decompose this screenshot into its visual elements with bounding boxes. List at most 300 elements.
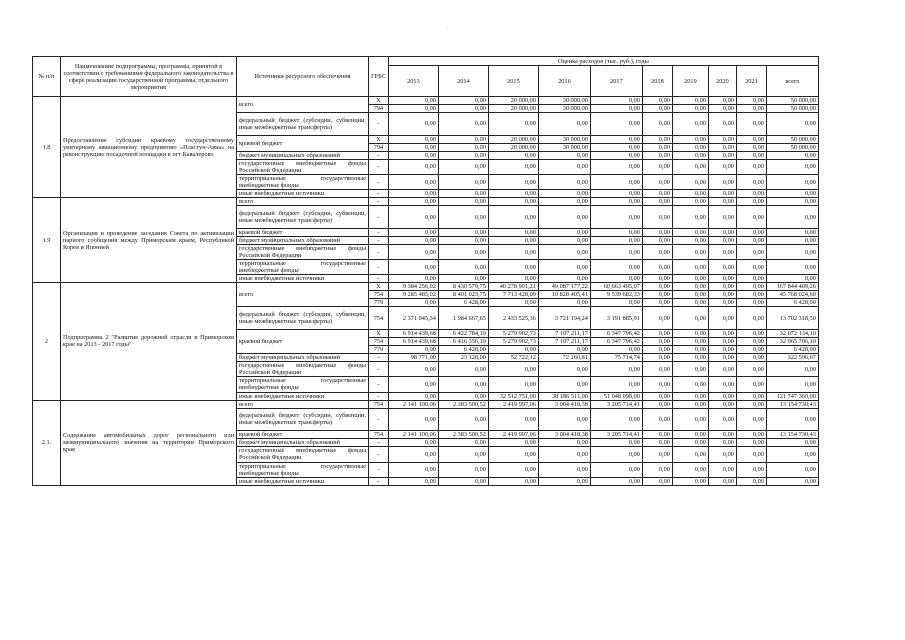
grbs-code: - <box>369 362 389 377</box>
year-value: 0,00 <box>590 236 642 244</box>
year-value: 0,00 <box>488 244 538 259</box>
year-value: 0,00 <box>488 151 538 159</box>
funding-source: федеральный бюджет (субсидии, субвенции, иные межбюджетные трансферты) <box>237 307 369 330</box>
year-value: 2 371 045,34 <box>388 307 438 330</box>
year-value: 0,00 <box>388 477 438 485</box>
header-year: всего <box>766 66 818 97</box>
year-value: 0,00 <box>642 408 672 431</box>
year-value: 0,00 <box>388 275 438 283</box>
year-value: 0,00 <box>708 159 736 174</box>
table-row <box>33 198 819 206</box>
year-value: 0,00 <box>642 135 672 143</box>
year-value: 0,00 <box>736 307 766 330</box>
total-value: 6 428,00 <box>766 346 818 354</box>
funding-source: федеральный бюджет (субсидии, субвенции, иные межбюджетные трансферты) <box>237 408 369 431</box>
year-value: 0,00 <box>538 408 590 431</box>
year-value: 0,00 <box>538 113 590 136</box>
year-value: 0,00 <box>642 377 672 392</box>
year-value: 0,00 <box>538 377 590 392</box>
year-value: 0,00 <box>672 275 708 283</box>
total-value: 6 428,00 <box>766 299 818 307</box>
year-value: 0,00 <box>672 338 708 346</box>
total-value: 121 747 360,00 <box>766 392 818 400</box>
grbs-code: 754 <box>369 431 389 439</box>
year-value: 20 000,00 <box>488 97 538 105</box>
year-value: 0,00 <box>672 330 708 338</box>
year-value: 1 984 667,65 <box>438 307 488 330</box>
measure-name: Организация и проведение заседания Совета по активизации парного сообщения между Приморским краем, Республикой Корея и Японией <box>61 198 237 283</box>
total-value: 0,00 <box>766 362 818 377</box>
year-value: 0,00 <box>736 354 766 362</box>
year-value: 0,00 <box>438 462 488 477</box>
year-value: 0,00 <box>642 236 672 244</box>
funding-source: государственные внебюджетные фонды Российской Федерации <box>237 447 369 462</box>
header-year: 2018 <box>642 66 672 97</box>
year-value: 40 278 901,21 <box>488 283 538 291</box>
year-value: 0,00 <box>538 151 590 159</box>
year-value: 0,00 <box>438 97 488 105</box>
total-value: 13 702 318,50 <box>766 307 818 330</box>
year-value: 2 433 525,36 <box>488 307 538 330</box>
header-name: Наименование подпрограммы, программы, принятой в соответствии с требованиями федерального законодательства в сфере реализации государственной программы, отдельного мероприятия <box>61 57 237 97</box>
total-value: 0,00 <box>766 113 818 136</box>
year-value: 0,00 <box>538 228 590 236</box>
total-value: 50 000,00 <box>766 97 818 105</box>
year-value: 0,00 <box>388 206 438 229</box>
year-value: 0,00 <box>672 307 708 330</box>
year-value: 0,00 <box>388 439 438 447</box>
year-value: 0,00 <box>736 431 766 439</box>
year-value: 0,00 <box>388 377 438 392</box>
year-value: 5 279 902,73 <box>488 338 538 346</box>
year-value: 8 430 579,75 <box>438 283 488 291</box>
year-value: 2 383 500,52 <box>438 400 488 408</box>
year-value: 0,00 <box>438 447 488 462</box>
year-value: 0,00 <box>708 330 736 338</box>
year-value: 20 000,00 <box>488 135 538 143</box>
year-value: 0,00 <box>438 377 488 392</box>
year-value: 0,00 <box>672 400 708 408</box>
year-value: 0,00 <box>538 190 590 198</box>
year-value: 0,00 <box>488 174 538 189</box>
year-value: 6 347 796,42 <box>590 338 642 346</box>
year-value: 0,00 <box>672 244 708 259</box>
year-value: 32 512 751,00 <box>488 392 538 400</box>
year-value: 0,00 <box>708 346 736 354</box>
year-value: 6 914 439,68 <box>388 338 438 346</box>
year-value: 0,00 <box>488 447 538 462</box>
year-value: 0,00 <box>672 159 708 174</box>
year-value: 0,00 <box>488 346 538 354</box>
year-value: 0,00 <box>672 299 708 307</box>
year-value: 0,00 <box>708 135 736 143</box>
year-value: 0,00 <box>672 97 708 105</box>
year-value: 0,00 <box>672 143 708 151</box>
grbs-code: X <box>369 135 389 143</box>
year-value: 0,00 <box>672 462 708 477</box>
year-value: 0,00 <box>642 330 672 338</box>
year-value: 0,00 <box>538 462 590 477</box>
year-value: 0,00 <box>708 190 736 198</box>
year-value: 0,00 <box>388 105 438 113</box>
year-value: 0,00 <box>590 113 642 136</box>
year-value: 0,00 <box>708 408 736 431</box>
year-value: 0,00 <box>642 97 672 105</box>
header-source: Источники ресурсного обеспечения <box>237 57 369 97</box>
year-value: 0,00 <box>736 113 766 136</box>
grbs-code: - <box>369 190 389 198</box>
year-value: 0,00 <box>590 206 642 229</box>
year-value: 0,00 <box>538 198 590 206</box>
year-value: 0,00 <box>590 377 642 392</box>
year-value: 0,00 <box>642 338 672 346</box>
year-value: 0,00 <box>672 190 708 198</box>
funding-source: федеральный бюджет (субсидии, субвенции, иные межбюджетные трансферты) <box>237 206 369 229</box>
year-value: 0,00 <box>590 408 642 431</box>
year-value: 0,00 <box>642 362 672 377</box>
funding-source: бюджет муниципальных образований <box>237 439 369 447</box>
total-value: 0,00 <box>766 198 818 206</box>
year-value: 0,00 <box>708 354 736 362</box>
header-estimate: Оценка расходов (тыс. руб.), годы <box>388 57 818 66</box>
year-value: 20 000,00 <box>488 105 538 113</box>
year-value: 0,00 <box>708 338 736 346</box>
header-year: 2019 <box>672 66 708 97</box>
year-value: 0,00 <box>388 113 438 136</box>
grbs-code: 754 <box>369 307 389 330</box>
header-year: 2016 <box>538 66 590 97</box>
year-value: 5 279 902,73 <box>488 330 538 338</box>
total-value: 50 000,00 <box>766 143 818 151</box>
funding-source: федеральный бюджет (субсидии, субвенции, иные межбюджетные трансферты) <box>237 113 369 136</box>
year-value: 6 416 356,10 <box>438 338 488 346</box>
year-value: 0,00 <box>388 143 438 151</box>
year-value: 9 539 682,33 <box>590 291 642 299</box>
total-value: 0,00 <box>766 447 818 462</box>
year-value: 0,00 <box>642 400 672 408</box>
year-value: 0,00 <box>736 330 766 338</box>
year-value: 0,00 <box>388 260 438 275</box>
year-value: 3 004 418,38 <box>538 400 590 408</box>
year-value: 0,00 <box>488 190 538 198</box>
total-value: 32 072 134,10 <box>766 330 818 338</box>
funding-source: краевой бюджет <box>237 431 369 439</box>
grbs-code: - <box>369 244 389 259</box>
year-value: 0,00 <box>388 190 438 198</box>
scan-mark: · <box>446 26 448 32</box>
funding-source: всего <box>237 400 369 408</box>
funding-source: территориальные государственные внебюджетные фонды <box>237 174 369 189</box>
year-value: 0,00 <box>736 97 766 105</box>
year-value: 0,00 <box>672 392 708 400</box>
total-value: 0,00 <box>766 275 818 283</box>
year-value: 0,00 <box>590 346 642 354</box>
grbs-code: 794 <box>369 105 389 113</box>
year-value: 6 428,00 <box>438 346 488 354</box>
year-value: 0,00 <box>590 105 642 113</box>
grbs-code: X <box>369 97 389 105</box>
table-body <box>33 97 819 486</box>
year-value: 0,00 <box>388 159 438 174</box>
year-value: 0,00 <box>672 291 708 299</box>
year-value: 0,00 <box>736 291 766 299</box>
year-value: 0,00 <box>538 447 590 462</box>
year-value: 0,00 <box>642 206 672 229</box>
year-value: 0,00 <box>438 362 488 377</box>
year-value: 0,00 <box>708 260 736 275</box>
year-value: 0,00 <box>488 113 538 136</box>
year-value: 0,00 <box>642 260 672 275</box>
grbs-code: - <box>369 198 389 206</box>
year-value: 72 260,81 <box>538 354 590 362</box>
year-value: 0,00 <box>388 97 438 105</box>
year-value: 0,00 <box>736 447 766 462</box>
year-value: 0,00 <box>708 377 736 392</box>
grbs-code: - <box>369 174 389 189</box>
year-value: 0,00 <box>672 206 708 229</box>
year-value: 0,00 <box>438 159 488 174</box>
year-value: 0,00 <box>488 477 538 485</box>
year-value: 0,00 <box>590 260 642 275</box>
year-value: 0,00 <box>488 362 538 377</box>
year-value: 0,00 <box>736 143 766 151</box>
year-value: 6 347 796,42 <box>590 330 642 338</box>
grbs-code: - <box>369 151 389 159</box>
year-value: 0,00 <box>736 283 766 291</box>
year-value: 0,00 <box>708 198 736 206</box>
year-value: 0,00 <box>590 143 642 151</box>
funding-source: территориальные государственные внебюджетные фонды <box>237 260 369 275</box>
year-value: 0,00 <box>672 408 708 431</box>
year-value: 0,00 <box>736 260 766 275</box>
grbs-code: X <box>369 330 389 338</box>
total-value: 0,00 <box>766 439 818 447</box>
year-value: 0,00 <box>672 362 708 377</box>
funding-source: территориальные государственные внебюджетные фонды <box>237 377 369 392</box>
year-value: 7 107 211,17 <box>538 338 590 346</box>
year-value: 30 000,00 <box>538 135 590 143</box>
year-value: 0,00 <box>538 362 590 377</box>
row-index: 1.8 <box>33 97 61 198</box>
year-value: 0,00 <box>672 477 708 485</box>
year-value: 3 205 714,41 <box>590 400 642 408</box>
year-value: 0,00 <box>708 105 736 113</box>
year-value: 60 663 495,07 <box>590 283 642 291</box>
year-value: 0,00 <box>736 236 766 244</box>
year-value: 0,00 <box>736 174 766 189</box>
year-value: 0,00 <box>642 159 672 174</box>
funding-source: государственные внебюджетные фонды Российской Федерации <box>237 159 369 174</box>
year-value: 0,00 <box>388 299 438 307</box>
year-value: 0,00 <box>488 228 538 236</box>
year-value: 0,00 <box>642 198 672 206</box>
funding-source: бюджет муниципальных образований <box>237 354 369 362</box>
year-value: 0,00 <box>488 260 538 275</box>
grbs-code: - <box>369 477 389 485</box>
year-value: 0,00 <box>642 105 672 113</box>
total-value: 32 065 706,10 <box>766 338 818 346</box>
year-value: 75 714,74 <box>590 354 642 362</box>
year-value: 0,00 <box>642 392 672 400</box>
year-value: 0,00 <box>388 174 438 189</box>
year-value: 0,00 <box>708 151 736 159</box>
year-value: 0,00 <box>736 408 766 431</box>
year-value: 0,00 <box>488 462 538 477</box>
year-value: 49 087 177,22 <box>538 283 590 291</box>
year-value: 0,00 <box>538 439 590 447</box>
year-value: 0,00 <box>642 174 672 189</box>
year-value: 0,00 <box>708 362 736 377</box>
year-value: 0,00 <box>590 299 642 307</box>
year-value: 6 428,00 <box>438 299 488 307</box>
total-value: 0,00 <box>766 151 818 159</box>
year-value: 0,00 <box>642 346 672 354</box>
year-value: 0,00 <box>736 198 766 206</box>
year-value: 0,00 <box>708 462 736 477</box>
year-value: 0,00 <box>488 377 538 392</box>
year-value: 0,00 <box>438 206 488 229</box>
year-value: 0,00 <box>736 299 766 307</box>
year-value: 23 128,00 <box>438 354 488 362</box>
year-value: 0,00 <box>488 275 538 283</box>
funding-source: краевой бюджет <box>237 330 369 354</box>
year-value: 0,00 <box>708 113 736 136</box>
year-value: 20 000,00 <box>488 143 538 151</box>
header-year: 2020 <box>708 66 736 97</box>
year-value: 0,00 <box>590 151 642 159</box>
year-value: 0,00 <box>438 439 488 447</box>
year-value: 0,00 <box>736 190 766 198</box>
year-value: 0,00 <box>672 377 708 392</box>
year-value: 0,00 <box>708 97 736 105</box>
year-value: 0,00 <box>538 299 590 307</box>
total-value: 0,00 <box>766 244 818 259</box>
year-value: 9 285 485,02 <box>388 291 438 299</box>
year-value: 0,00 <box>736 206 766 229</box>
year-value: 0,00 <box>672 260 708 275</box>
year-value: 0,00 <box>642 151 672 159</box>
year-value: 0,00 <box>672 113 708 136</box>
funding-source: иные внебюджетные источники <box>237 190 369 198</box>
year-value: 0,00 <box>438 135 488 143</box>
header-grbs: ГРБС <box>369 57 389 97</box>
total-value: 0,00 <box>766 236 818 244</box>
year-value: 0,00 <box>708 431 736 439</box>
year-value: 0,00 <box>488 439 538 447</box>
year-value: 6 422 784,10 <box>438 330 488 338</box>
funding-source: бюджет муниципальных образований <box>237 236 369 244</box>
funding-source: государственные внебюджетные фонды Российской Федерации <box>237 362 369 377</box>
table-row <box>33 400 819 408</box>
total-value: 0,00 <box>766 408 818 431</box>
year-value: 0,00 <box>438 143 488 151</box>
total-value: 0,00 <box>766 462 818 477</box>
year-value: 0,00 <box>736 275 766 283</box>
year-value: 2 419 997,06 <box>488 431 538 439</box>
table-row <box>33 97 819 105</box>
year-value: 0,00 <box>642 143 672 151</box>
year-value: 0,00 <box>642 275 672 283</box>
year-value: 0,00 <box>590 228 642 236</box>
funding-source: иные внебюджетные источники <box>237 275 369 283</box>
total-value: 0,00 <box>766 159 818 174</box>
grbs-code: - <box>369 113 389 136</box>
year-value: 0,00 <box>488 236 538 244</box>
year-value: 0,00 <box>672 105 708 113</box>
year-value: 0,00 <box>488 159 538 174</box>
total-value: 0,00 <box>766 228 818 236</box>
measure-name: Подпрограмма 2 "Развитие дорожной отрасли в Приморском крае на 2013 - 2017 годы" <box>61 283 237 400</box>
grbs-code: - <box>369 275 389 283</box>
funding-source: всего <box>237 198 369 206</box>
year-value: 0,00 <box>642 462 672 477</box>
year-value: 30 000,00 <box>538 97 590 105</box>
year-value: 0,00 <box>438 275 488 283</box>
funding-source: бюджет муниципальных образований <box>237 151 369 159</box>
year-value: 0,00 <box>708 283 736 291</box>
year-value: 7 107 211,17 <box>538 330 590 338</box>
year-value: 0,00 <box>438 174 488 189</box>
grbs-code: - <box>369 228 389 236</box>
year-value: 0,00 <box>538 346 590 354</box>
total-value: 0,00 <box>766 477 818 485</box>
year-value: 0,00 <box>438 105 488 113</box>
year-value: 0,00 <box>388 447 438 462</box>
year-value: 0,00 <box>736 477 766 485</box>
total-value: 50 000,00 <box>766 105 818 113</box>
grbs-code: 754 <box>369 400 389 408</box>
grbs-code: - <box>369 354 389 362</box>
year-value: 0,00 <box>642 354 672 362</box>
total-value: 13 154 730,43 <box>766 431 818 439</box>
header-year: 2013 <box>388 66 438 97</box>
year-value: 0,00 <box>438 228 488 236</box>
year-value: 0,00 <box>590 244 642 259</box>
year-value: 0,00 <box>672 346 708 354</box>
year-value: 0,00 <box>388 228 438 236</box>
year-value: 0,00 <box>736 244 766 259</box>
grbs-code: - <box>369 408 389 431</box>
year-value: 0,00 <box>736 151 766 159</box>
year-value: 0,00 <box>438 236 488 244</box>
year-value: 3 721 194,24 <box>538 307 590 330</box>
year-value: 0,00 <box>708 275 736 283</box>
year-value: 0,00 <box>642 228 672 236</box>
year-value: 0,00 <box>388 135 438 143</box>
year-value: 0,00 <box>708 244 736 259</box>
year-value: 0,00 <box>672 174 708 189</box>
grbs-code: - <box>369 260 389 275</box>
year-value: 0,00 <box>708 299 736 307</box>
year-value: 0,00 <box>736 159 766 174</box>
year-value: 0,00 <box>388 408 438 431</box>
year-value: 0,00 <box>642 447 672 462</box>
year-value: 0,00 <box>388 198 438 206</box>
grbs-code: - <box>369 439 389 447</box>
year-value: 0,00 <box>642 439 672 447</box>
year-value: 9 384 256,02 <box>388 283 438 291</box>
year-value: 0,00 <box>438 113 488 136</box>
total-value: 50 000,00 <box>766 135 818 143</box>
year-value: 0,00 <box>488 299 538 307</box>
year-value: 3 004 418,38 <box>538 431 590 439</box>
year-value: 0,00 <box>488 206 538 229</box>
year-value: 6 914 439,68 <box>388 330 438 338</box>
grbs-code: - <box>369 206 389 229</box>
total-value: 167 844 409,26 <box>766 283 818 291</box>
grbs-code: - <box>369 447 389 462</box>
grbs-code: - <box>369 159 389 174</box>
